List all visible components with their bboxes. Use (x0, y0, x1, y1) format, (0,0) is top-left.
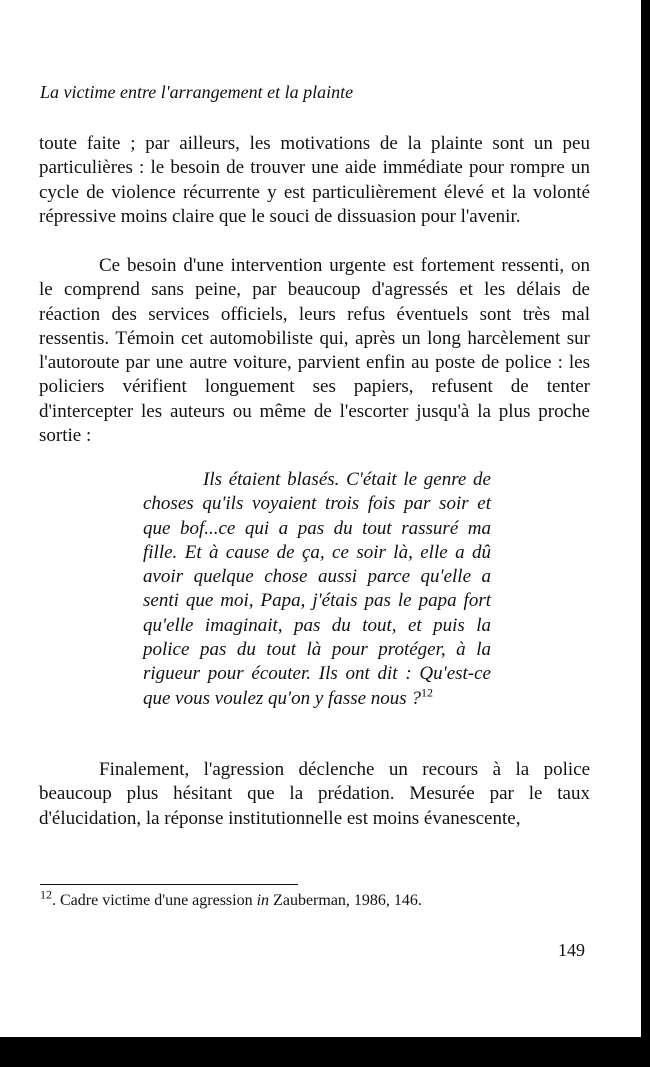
running-head: La victime entre l'arrangement et la plainte (40, 82, 354, 102)
footnote (40, 887, 422, 910)
footnote-mark: . (52, 892, 56, 909)
block-quote (143, 468, 491, 711)
scan-border-right (641, 0, 650, 1067)
footnote-text-before: Cadre victime d'une agression (56, 892, 257, 909)
body-paragraph-3: Finalement, l'agression déclenche un recours à la police beaucoup plus hésitant que la prédation. Mesurée par le taux d'élucidation, la réponse institutionnelle est moins évanescente, (39, 759, 590, 829)
footnote-separator (40, 884, 298, 885)
scan-border-bottom (0, 1037, 650, 1067)
footnote-italic-word: in (256, 892, 270, 909)
footnote-reference: 12 (420, 685, 433, 700)
footnote-number: 12 (40, 887, 52, 902)
body-paragraph-2: Ce besoin d'une intervention urgente est fortement ressenti, on le comprend sans peine, par beaucoup d'agressés et les délais de réaction des services officiels, leurs refus éventuels sont très mal ressentis. Témoin cet automobiliste qui, après un long harcèlement sur l'autoroute par une autre voiture, parvient enfin au poste de police : les policiers vérifient longuement ses papiers, refusent de tenter d'intercepter les auteurs ou même de l'escorter jusqu'à la plus proche sortie : (39, 255, 590, 447)
page-number: 149 (558, 940, 585, 960)
body-paragraph-1: toute faite ; par ailleurs, les motivations de la plainte sont un peu particulières : le besoin de trouver une aide immédiate pour rompre un cycle de violence récurrente y est particulièrement élevé et la volonté répressive moins claire que le souci de dissuasion pour l'avenir. (39, 133, 590, 227)
footnote-text-after: Zauberman, 1986, 146. (269, 892, 422, 909)
quote-text: Ils étaient blasés. C'était le genre de choses qu'ils voyaient trois fois par soir et que bof...ce qui a pas du tout rassuré ma fille. Et à cause de ça, ce soir là, elle a dû avoir quelque chose aussi parce qu'elle a senti que moi, Papa, j'étais pas le papa fort qu'elle imaginait, pas du tout, et puis la police pas du tout là pour protéger, à la rigueur pour écouter. Ils ont dit : Qu'est-ce que vous voulez qu'on y fasse nous ? (143, 469, 491, 709)
